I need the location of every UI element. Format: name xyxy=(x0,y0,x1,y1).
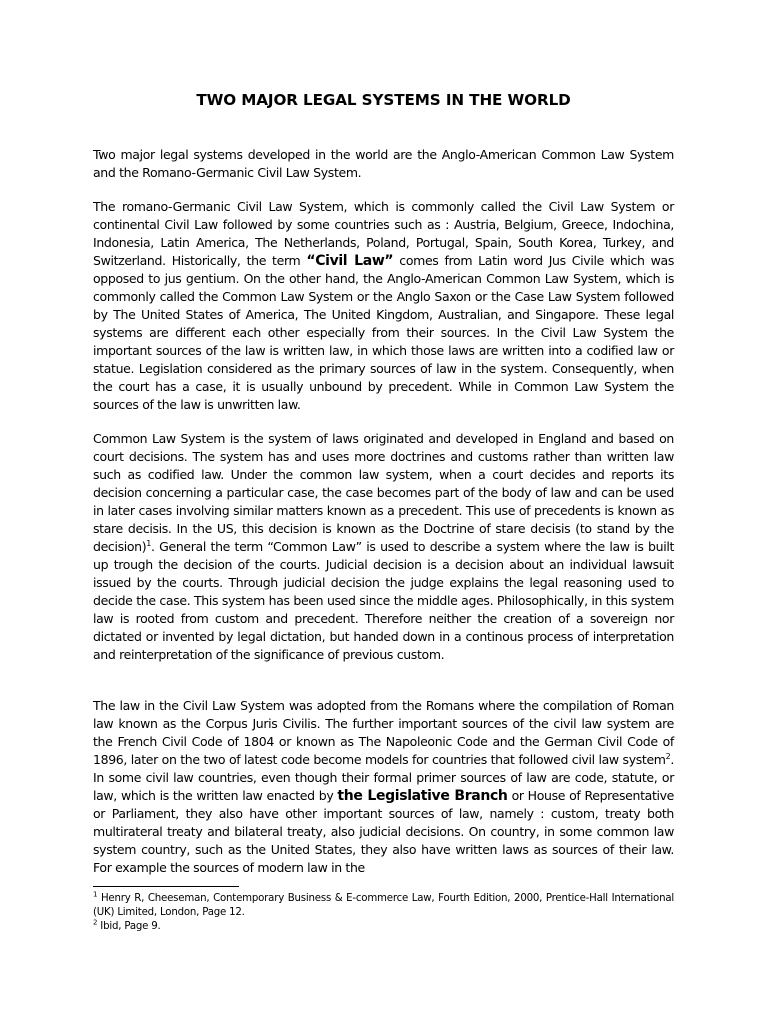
paragraph-text: comes from Latin word Jus Civile which was opposed to jus gentium. On the other hand, the Anglo-American Common Law System, which is commonly called the Common Law System or the Anglo Saxon or the Case Law System followed by The United States of America, The United Kingdom, Australian, and Singapore. These legal systems are different each other especially from their sources. In the Civil Law System the important sources of the law is written law, in which those laws are written into a codified law or statue. Legislation considered as the primary sources of law in the system. Consequently, when the court has a case, it is usually unbound by precedent. While in Common Law System the sources of the law is unwritten law. xyxy=(93,253,674,412)
paragraph-text: Two major legal systems developed in the world are the Anglo-American Common Law System and the Romano-Germanic Civil Law System. xyxy=(93,147,674,180)
paragraph-common-law xyxy=(93,430,674,664)
footnote-mark: 1 xyxy=(93,890,98,899)
paragraph-text: . In some civil law countries, even though their formal primer sources of law are code, statute, or law, which is the written law enacted by xyxy=(93,752,674,803)
paragraph-civil-law-history xyxy=(93,697,674,877)
footnote-separator xyxy=(93,886,239,887)
footnote-ref-2[interactable]: 2 xyxy=(665,751,671,761)
paragraph-civil-law-overview xyxy=(93,198,674,414)
paragraph-text: or House of Representative or Parliament, they also have other important sources of law, namely : custom, treaty both multirateral treaty and bilateral treaty, also judicial decisions. On country, in some common law system country, such as the United States, they also have written laws as sources of their law. For example the sources of modern law in the xyxy=(93,788,675,875)
emphasis-civil-law: “Civil Law” xyxy=(306,253,394,269)
paragraph-text: . General the term “Common Law” is used to describe a system where the law is built up trough the decision of the courts. Judicial decision is a decision about an individual lawsuit issued by the courts. Through judicial decision the judge explains the legal reasoning used to decide the case. This system has been used since the middle ages. Philosophically, in this system law is rooted from custom and precedent. Therefore neither the creation of a sovereign nor dictated or invented by legal dictation, but handed down in a continous process of interpretation and reinterpretation of the significance of previous custom. xyxy=(93,539,674,662)
paragraph-text: Common Law System is the system of laws originated and developed in England and based on court decisions. The system has and uses more doctrines and customs rather than written law such as codified law. Under the common law system, when a court decides and reports its decision concerning a particular case, the case becomes part of the body of law and can be used in later cases involving similar matters known as a precedent. This use of precedents is known as stare decisis. In the US, this decision is known as the Doctrine of stare decisis (to stand by the decision) xyxy=(93,431,674,554)
footnote-2 xyxy=(93,920,674,934)
paragraph-intro xyxy=(93,146,674,182)
footnote-text: Henry R, Cheeseman, Contemporary Business & E-commerce Law, Fourth Edition, 2000, Prentice-Hall International (UK) Limited, London, Page 12. xyxy=(93,893,674,918)
paragraph-text: The law in the Civil Law System was adopted from the Romans where the compilation of Roman law known as the Corpus Juris Civilis. The further important sources of the civil law system are the French Civil Code of 1804 or known as The Napoleonic Code and the German Civil Code of 1896, later on the two of latest code become models for countries that followed civil law system xyxy=(93,698,674,767)
footnote-ref-1[interactable]: 1 xyxy=(146,538,152,548)
footnote-mark: 2 xyxy=(93,918,98,927)
emphasis-legislative-branch: the Legislative Branch xyxy=(337,788,508,804)
footnote-text: Ibid, Page 9. xyxy=(97,921,161,932)
document-title: TWO MAJOR LEGAL SYSTEMS IN THE WORLD xyxy=(196,91,571,109)
footnote-1 xyxy=(93,892,674,920)
paragraph-text: The romano-Germanic Civil Law System, which is commonly called the Civil Law System or continental Civil Law followed by some countries such as : Austria, Belgium, Greece, Indochina, Indonesia, Latin America, The Netherlands, Poland, Portugal, Spain, South Korea, Turkey, and Switzerland. Historically, the term xyxy=(93,199,674,268)
